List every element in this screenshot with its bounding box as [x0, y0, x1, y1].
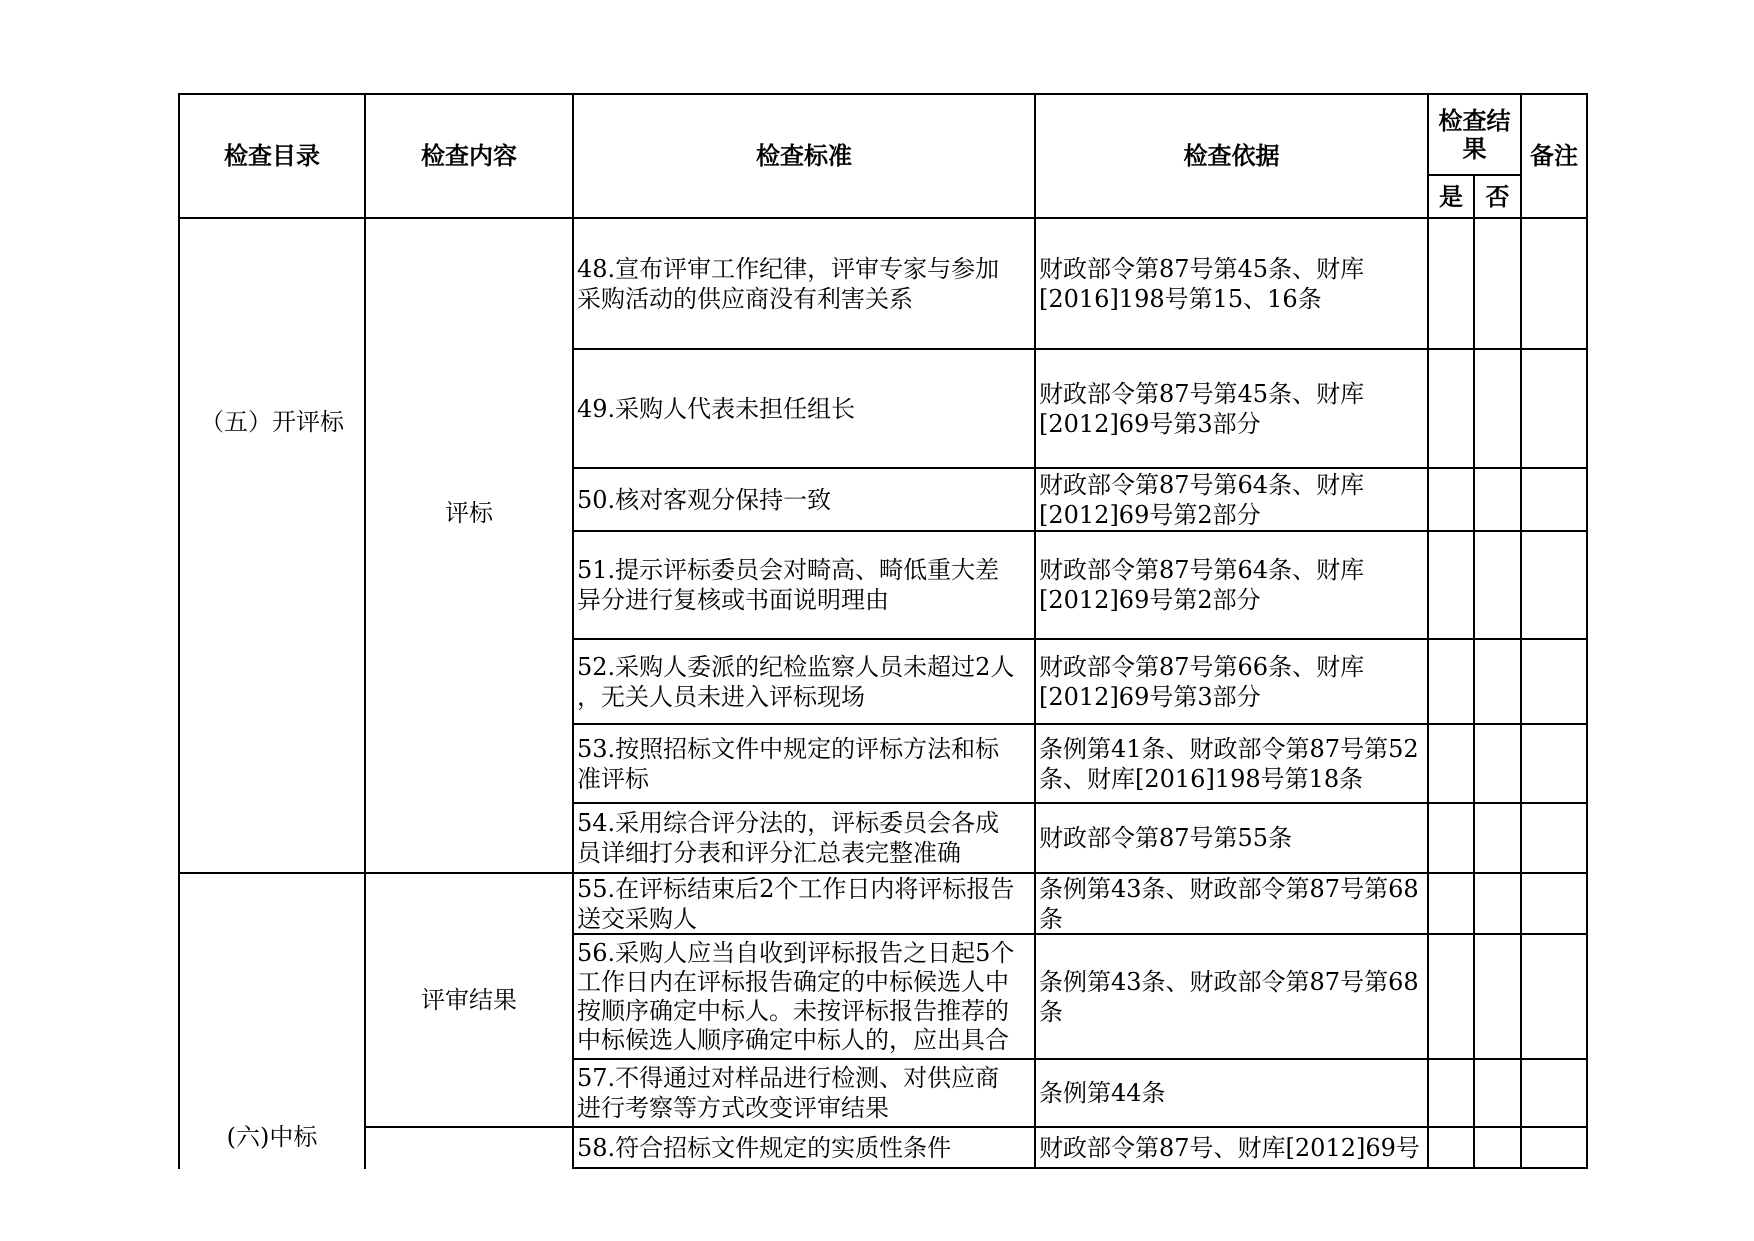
row-standard: 53.按照招标文件中规定的评标方法和标 准评标 — [577, 734, 1000, 793]
yes-cell[interactable] — [1429, 640, 1473, 723]
header-directory: 检查目录 — [224, 142, 320, 170]
remark-cell[interactable] — [1522, 469, 1586, 530]
row-standard: 48.宣布评审工作纪律，评审专家与参加 采购活动的供应商没有利害关系 — [577, 254, 1000, 313]
remark-cell[interactable] — [1522, 532, 1586, 638]
no-cell[interactable] — [1475, 350, 1520, 467]
no-cell[interactable] — [1475, 935, 1520, 1058]
yes-cell[interactable] — [1429, 725, 1473, 802]
header-no: 否 — [1485, 182, 1510, 211]
header-standard: 检查标准 — [756, 142, 852, 170]
no-cell[interactable] — [1475, 469, 1520, 530]
header-content: 检查内容 — [421, 142, 517, 170]
remark-cell[interactable] — [1522, 725, 1586, 802]
row-standard: 49.采购人代表未担任组长 — [577, 394, 856, 423]
row-basis: 条例第44条 — [1039, 1079, 1166, 1107]
group-content: 评标 — [445, 499, 493, 527]
row-basis: 条例第43条、财政部令第87号第68 条 — [1039, 967, 1419, 1026]
yes-cell[interactable] — [1429, 804, 1473, 872]
yes-cell[interactable] — [1429, 1060, 1473, 1126]
group-content: 评审结果 — [421, 986, 517, 1014]
remark-cell[interactable] — [1522, 219, 1586, 348]
header-remark: 备注 — [1530, 142, 1578, 170]
row-standard: 58.符合招标文件规定的实质性条件 — [577, 1133, 952, 1162]
remark-cell[interactable] — [1522, 1060, 1586, 1126]
remark-cell[interactable] — [1522, 804, 1586, 872]
grid-line — [178, 93, 180, 1169]
yes-cell[interactable] — [1429, 935, 1473, 1058]
grid-line — [573, 1167, 1588, 1169]
no-cell[interactable] — [1475, 804, 1520, 872]
no-cell[interactable] — [1475, 725, 1520, 802]
row-basis: 财政部令第87号第55条 — [1039, 824, 1293, 852]
no-cell[interactable] — [1475, 640, 1520, 723]
row-basis: 条例第43条、财政部令第87号第68 条 — [1039, 874, 1419, 933]
remark-cell[interactable] — [1522, 935, 1586, 1058]
no-cell[interactable] — [1475, 1128, 1520, 1167]
yes-cell[interactable] — [1429, 874, 1473, 933]
remark-cell[interactable] — [1522, 350, 1586, 467]
row-basis: 财政部令第87号第45条、财库 [2012]69号第3部分 — [1039, 379, 1365, 438]
no-cell[interactable] — [1475, 532, 1520, 638]
grid-line — [1586, 93, 1588, 1169]
row-standard: 57.不得通过对样品进行检测、对供应商 进行考察等方式改变评审结果 — [577, 1064, 1000, 1122]
no-cell[interactable] — [1475, 874, 1520, 933]
remark-cell[interactable] — [1522, 874, 1586, 933]
row-basis: 财政部令第87号第66条、财库 [2012]69号第3部分 — [1039, 652, 1365, 711]
row-standard: 54.采用综合评分法的，评标委员会各成 员详细打分表和评分汇总表完整准确 — [577, 809, 1000, 867]
row-standard: 56.采购人应当自收到评标报告之日起5个 工作日内在评标报告确定的中标候选人中 按顺序确定中标人。未按评标报告推荐的 中标候选人顺序确定中标人的，应出具合 — [577, 938, 1015, 1054]
row-standard: 50.核对客观分保持一致 — [577, 485, 832, 514]
row-basis: 财政部令第87号第64条、财库 [2012]69号第2部分 — [1039, 556, 1365, 614]
header-basis: 检查依据 — [1183, 142, 1280, 170]
no-cell[interactable] — [1475, 1060, 1520, 1126]
remark-cell[interactable] — [1522, 640, 1586, 723]
yes-cell[interactable] — [1429, 350, 1473, 467]
row-standard: 55.在评标结束后2个工作日内将评标报告 送交采购人 — [577, 874, 1015, 933]
yes-cell[interactable] — [1429, 469, 1473, 530]
no-cell[interactable] — [1475, 219, 1520, 348]
group-directory: （五）开评标 — [200, 408, 344, 436]
header-result: 检查结 果 — [1438, 107, 1511, 163]
yes-cell[interactable] — [1429, 1128, 1473, 1167]
yes-cell[interactable] — [1429, 219, 1473, 348]
row-basis: 财政部令第87号第45条、财库 [2016]198号第15、16条 — [1039, 254, 1365, 313]
yes-cell[interactable] — [1429, 532, 1473, 638]
row-standard: 52.采购人委派的纪检监察人员未超过2人 ，无关人员未进入评标现场 — [577, 652, 1015, 711]
row-standard: 51.提示评标委员会对畸高、畸低重大差 异分进行复核或书面说明理由 — [577, 556, 1000, 614]
header-yes: 是 — [1439, 182, 1463, 211]
row-basis: 财政部令第87号第64条、财库 [2012]69号第2部分 — [1039, 470, 1365, 529]
remark-cell[interactable] — [1522, 1128, 1586, 1167]
row-basis: 条例第41条、财政部令第87号第52 条、财库[2016]198号第18条 — [1039, 734, 1419, 793]
row-basis: 财政部令第87号、财库[2012]69号 — [1039, 1133, 1420, 1162]
group-directory: (六)中标 — [226, 1123, 318, 1151]
